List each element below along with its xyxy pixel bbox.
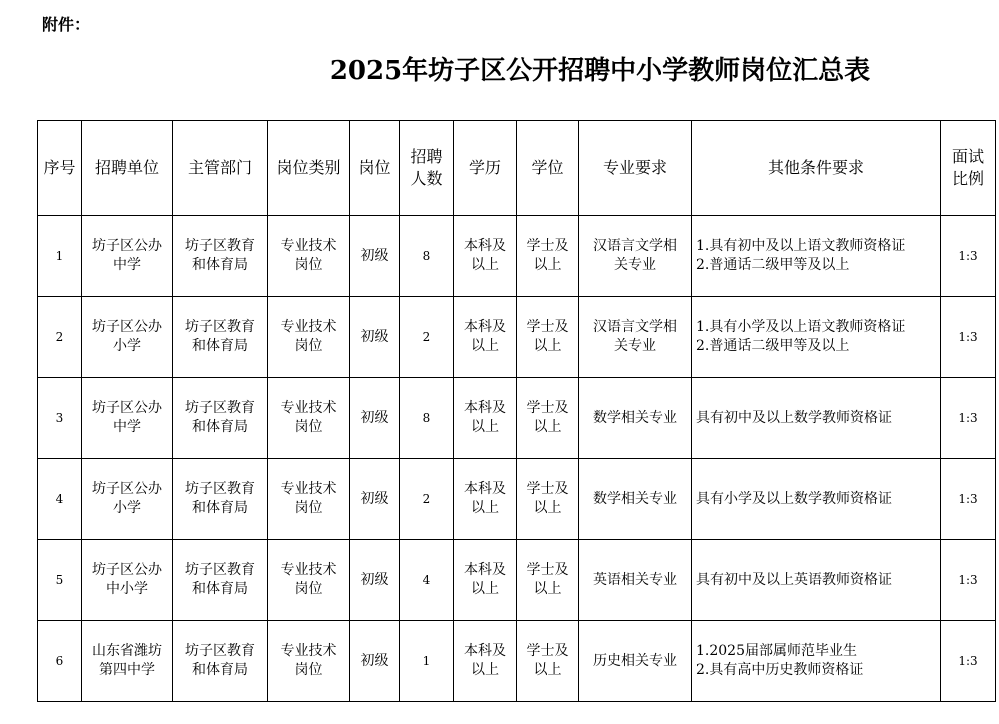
header-education: 学历 <box>454 121 517 216</box>
cell-education: 本科及 以上 <box>454 621 517 702</box>
attachment-label: 附件： <box>42 15 91 34</box>
condition-line: 1.2025届部属师范毕业生 <box>696 643 857 659</box>
cell-unit: 坊子区公办 中学 <box>82 378 173 459</box>
cell-ratio: 1:3 <box>941 378 996 459</box>
cell-major: 数学相关专业 <box>579 378 692 459</box>
cell-ratio: 1:3 <box>941 297 996 378</box>
table-row <box>38 540 996 621</box>
cell-department: 坊子区教育 和体育局 <box>173 459 268 540</box>
cell-education: 本科及 以上 <box>454 297 517 378</box>
cell-conditions <box>692 216 941 297</box>
cell-department: 坊子区教育 和体育局 <box>173 621 268 702</box>
cell-count: 1 <box>400 621 454 702</box>
cell-major: 数学相关专业 <box>579 459 692 540</box>
header-row <box>38 121 996 216</box>
cell-department: 坊子区教育 和体育局 <box>173 297 268 378</box>
cell-unit: 山东省潍坊 第四中学 <box>82 621 173 702</box>
cell-major: 汉语言文学相 关专业 <box>579 216 692 297</box>
cell-education: 本科及 以上 <box>454 540 517 621</box>
cell-department: 坊子区教育 和体育局 <box>173 540 268 621</box>
cell-no: 3 <box>38 378 82 459</box>
table-row <box>38 621 996 702</box>
cell-no: 1 <box>38 216 82 297</box>
header-category: 岗位类别 <box>268 121 350 216</box>
header-department: 主管部门 <box>173 121 268 216</box>
header-degree: 学位 <box>517 121 579 216</box>
condition-line: 1.具有小学及以上语文教师资格证 <box>696 319 906 335</box>
condition-line: 2.具有高中历史教师资格证 <box>696 662 864 678</box>
cell-ratio: 1:3 <box>941 540 996 621</box>
cell-education: 本科及 以上 <box>454 378 517 459</box>
cell-category: 专业技术 岗位 <box>268 378 350 459</box>
condition-line: 具有小学及以上数学教师资格证 <box>696 490 892 507</box>
cell-count: 2 <box>400 459 454 540</box>
cell-level: 初级 <box>350 378 400 459</box>
header-major: 专业要求 <box>579 121 692 216</box>
cell-level: 初级 <box>350 540 400 621</box>
header-level: 岗位 <box>350 121 400 216</box>
cell-level: 初级 <box>350 459 400 540</box>
condition-line: 2.普通话二级甲等及以上 <box>696 338 850 354</box>
table-row <box>38 297 996 378</box>
document-title: 2025年坊子区公开招聘中小学教师岗位汇总表 <box>329 56 871 86</box>
table-row <box>38 378 996 459</box>
cell-degree: 学士及 以上 <box>517 621 579 702</box>
cell-category: 专业技术 岗位 <box>268 621 350 702</box>
cell-category: 专业技术 岗位 <box>268 459 350 540</box>
cell-education: 本科及 以上 <box>454 216 517 297</box>
cell-unit: 坊子区公办 中学 <box>82 216 173 297</box>
cell-conditions <box>692 378 941 459</box>
cell-degree: 学士及 以上 <box>517 216 579 297</box>
cell-count: 2 <box>400 297 454 378</box>
cell-degree: 学士及 以上 <box>517 459 579 540</box>
cell-conditions <box>692 459 941 540</box>
header-conditions: 其他条件要求 <box>692 121 941 216</box>
cell-category: 专业技术 岗位 <box>268 540 350 621</box>
cell-level: 初级 <box>350 216 400 297</box>
cell-level: 初级 <box>350 297 400 378</box>
cell-unit: 坊子区公办 中小学 <box>82 540 173 621</box>
cell-ratio: 1:3 <box>941 459 996 540</box>
header-ratio: 面试 比例 <box>941 121 996 216</box>
cell-conditions <box>692 540 941 621</box>
table-body <box>38 216 996 702</box>
table-row <box>38 459 996 540</box>
recruitment-table <box>37 120 996 702</box>
cell-level: 初级 <box>350 621 400 702</box>
cell-ratio: 1:3 <box>941 216 996 297</box>
header-no: 序号 <box>38 121 82 216</box>
cell-no: 5 <box>38 540 82 621</box>
table-row <box>38 216 996 297</box>
condition-line: 具有初中及以上数学教师资格证 <box>696 409 892 426</box>
condition-line: 1.具有初中及以上语文教师资格证 <box>696 238 906 254</box>
cell-no: 4 <box>38 459 82 540</box>
cell-category: 专业技术 岗位 <box>268 297 350 378</box>
cell-category: 专业技术 岗位 <box>268 216 350 297</box>
cell-major: 汉语言文学相 关专业 <box>579 297 692 378</box>
cell-education: 本科及 以上 <box>454 459 517 540</box>
cell-ratio: 1:3 <box>941 621 996 702</box>
cell-count: 8 <box>400 216 454 297</box>
header-unit: 招聘单位 <box>82 121 173 216</box>
cell-degree: 学士及 以上 <box>517 378 579 459</box>
cell-count: 4 <box>400 540 454 621</box>
header-count: 招聘 人数 <box>400 121 454 216</box>
cell-unit: 坊子区公办 小学 <box>82 459 173 540</box>
cell-degree: 学士及 以上 <box>517 540 579 621</box>
cell-no: 6 <box>38 621 82 702</box>
condition-line: 2.普通话二级甲等及以上 <box>696 257 850 273</box>
cell-major: 英语相关专业 <box>579 540 692 621</box>
cell-major: 历史相关专业 <box>579 621 692 702</box>
cell-department: 坊子区教育 和体育局 <box>173 216 268 297</box>
cell-unit: 坊子区公办 小学 <box>82 297 173 378</box>
cell-count: 8 <box>400 378 454 459</box>
cell-no: 2 <box>38 297 82 378</box>
cell-conditions <box>692 621 941 702</box>
cell-conditions <box>692 297 941 378</box>
cell-department: 坊子区教育 和体育局 <box>173 378 268 459</box>
cell-degree: 学士及 以上 <box>517 297 579 378</box>
condition-line: 具有初中及以上英语教师资格证 <box>696 571 892 588</box>
